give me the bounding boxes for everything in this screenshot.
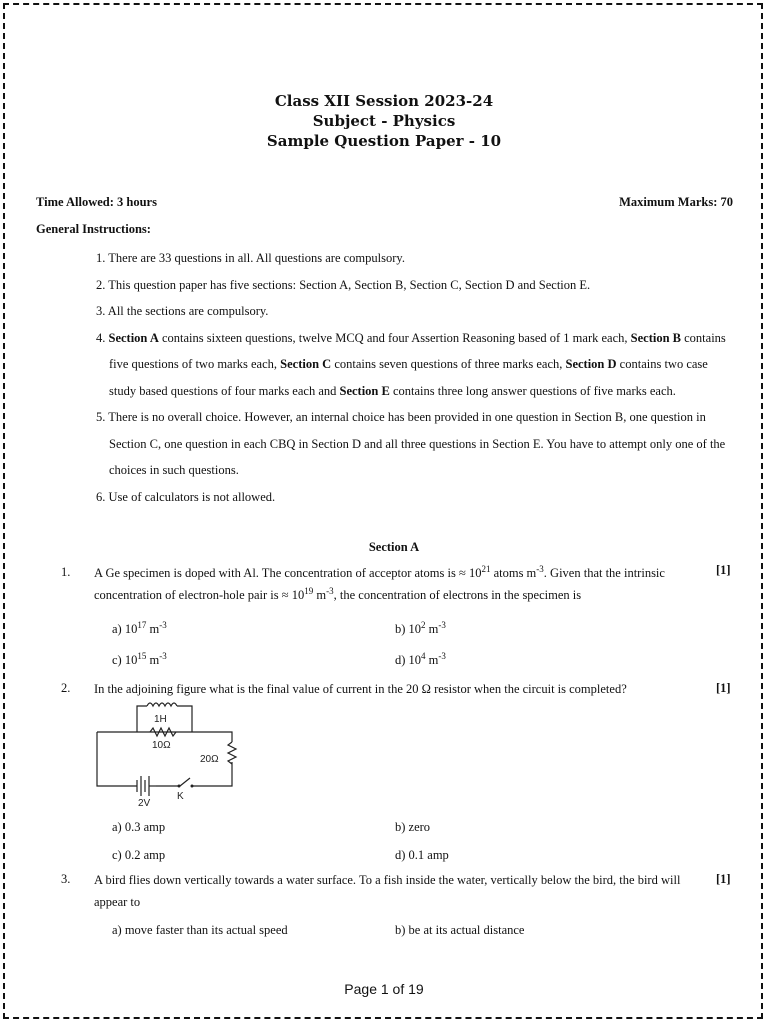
left-wire (97, 732, 137, 786)
instruction-6: 6. Use of calculators is not allowed. (96, 489, 276, 504)
q1-option-a[interactable]: a) $10^{17}$ $m^{-3}$ (112, 619, 167, 636)
instruction-4: 4. Section A contains sixteen questions, twelve MCQ and four Assertion Reasoning based of 1 mark each, Section B contains five questions of two marks each, Section C contains seven questions of three marks each, Section D contains two case study based questions of four marks each and Section E contains three long answer questions of five marks each. (96, 330, 726, 398)
q3-option-b[interactable]: b) be at its actual distance (395, 923, 525, 937)
paper-title: Sample Question Paper - 10 (266, 132, 502, 150)
key-switch (180, 778, 190, 786)
question-3-marks: [1] (716, 872, 731, 886)
instruction-2: 2. This question paper has five sections: Section A, Section B, Section C, Section D and Section E. (96, 277, 591, 292)
bottom-wire-right (192, 762, 232, 786)
question-3-number: 3. (61, 872, 71, 886)
q1-option-d[interactable]: d) $10^4$ $m^{-3}$ (395, 650, 446, 667)
question-1-number: 1. (61, 565, 71, 579)
battery-cells (137, 776, 149, 796)
resistor-20-label: 20Ω (200, 754, 219, 765)
question-3-text: A bird flies down vertically towards a water surface. To a fish inside the water, vertically below the bird, the bird will appear to (94, 873, 681, 909)
page-border (3, 3, 763, 1019)
inductor-wire-left (137, 706, 147, 732)
q1-option-c[interactable]: c) $10^{15}$ $m^{-3}$ (112, 650, 167, 667)
inductor-coil (147, 703, 177, 706)
q2-option-d[interactable]: d) 0.1 amp (395, 848, 449, 862)
q2-option-c[interactable]: c) 0.2 amp (112, 848, 166, 862)
subject-title: Subject - Physics (312, 112, 456, 130)
instruction-3: 3. All the sections are compulsory. (96, 304, 269, 318)
instruction-5: 5. There is no overall choice. However, an internal choice has been provided in one question in Section B, one question in Section C, one question in each CBQ in Section D and all three questions in Section E. You have to attempt only one of the choices in such questions. (96, 410, 726, 477)
instructions-list (96, 245, 736, 510)
general-instructions-heading: General Instructions: (36, 222, 151, 236)
q3-option-a[interactable]: a) move faster than its actual speed (112, 923, 288, 937)
class-session-title: Class XII Session 2023-24 (274, 92, 494, 110)
q2-option-b[interactable]: b) zero (395, 820, 431, 834)
instruction-1: 1. There are 33 questions in all. All questions are compulsory. (96, 251, 405, 265)
question-1-text: A Ge specimen is doped with Al. The concentration of acceptor atoms is ≈ $10^{21}$ atoms $m^{-3}$. Given that the intrinsic concentration of electron-hole pair is ≈ $10^{19}$ $m^{-3}$, the concentration of electrons in the specimen is (94, 563, 665, 602)
key-label: K (177, 791, 184, 802)
inductor-wire-right (177, 706, 192, 732)
question-2-number: 2. (61, 681, 71, 695)
question-2-text: In the adjoining figure what is the final value of current in the 20 Ω resistor when the circuit is completed? (94, 682, 627, 696)
resistor-20-ohm (228, 742, 236, 764)
maximum-marks: Maximum Marks: 70 (619, 195, 733, 209)
question-2-marks: [1] (716, 681, 731, 695)
circuit-diagram (92, 700, 242, 810)
battery-label: 2V (138, 798, 151, 809)
section-a-heading: Section A (368, 540, 420, 554)
inductor-label: 1H (154, 714, 167, 725)
q2-option-a[interactable]: a) 0.3 amp (112, 820, 166, 834)
resistor-10-label: 10Ω (152, 740, 171, 751)
page-number: Page 1 of 19 (344, 981, 424, 997)
time-allowed: Time Allowed: 3 hours (36, 195, 157, 209)
question-1-marks: [1] (716, 563, 731, 577)
q1-option-b[interactable]: b) $10^2$ $m^{-3}$ (395, 619, 446, 636)
